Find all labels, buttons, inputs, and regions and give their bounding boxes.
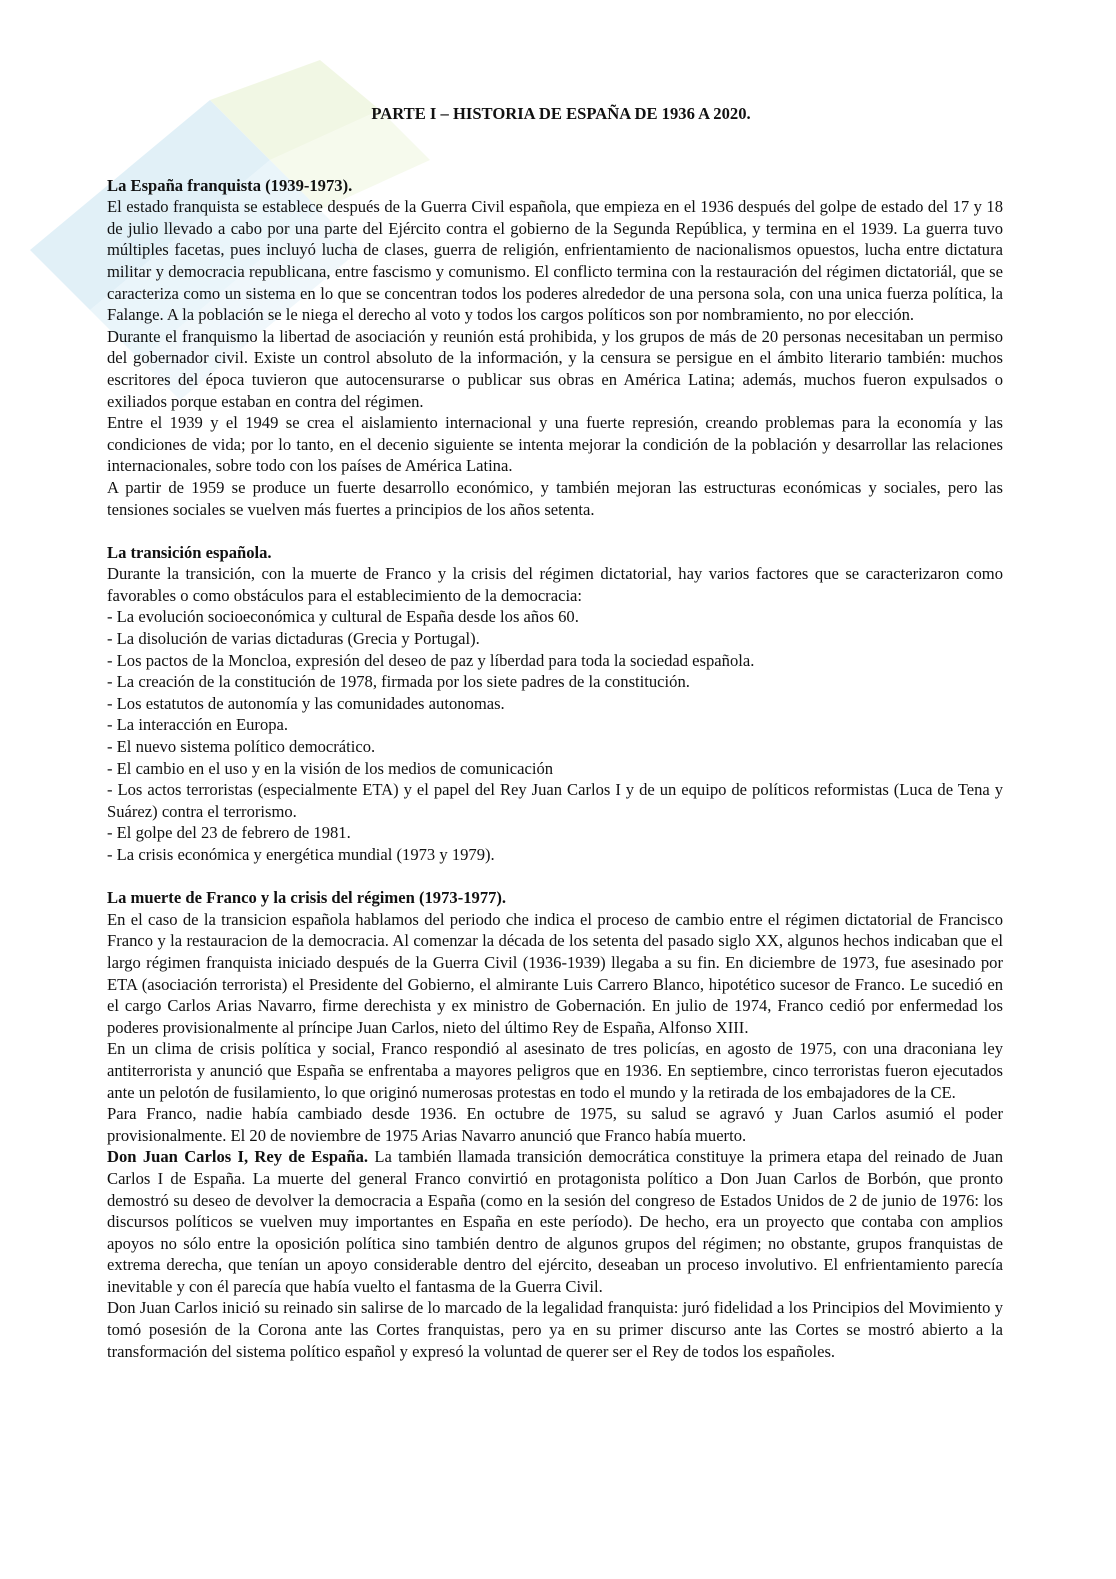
- section-muerte-franco: [107, 887, 1003, 1362]
- list-item: - La crisis económica y energética mundial (1973 y 1979).: [107, 845, 495, 864]
- list-item: - La creación de la constitución de 1978, firmada por los siete padres de la constitución.: [107, 672, 690, 692]
- list-item: - El cambio en el uso y en la visión de los medios de comunicación: [107, 758, 554, 778]
- spacer: [107, 866, 1003, 888]
- paragraph-juan-carlos: [107, 1146, 1003, 1297]
- list-item: - Los pactos de la Moncloa, expresión del deseo de paz y líberdad para toda la sociedad española.: [107, 650, 755, 670]
- factor-list: [107, 606, 1003, 865]
- section-heading: La muerte de Franco y la crisis del régimen (1973-1977).: [107, 888, 507, 908]
- paragraph: En el caso de la transicion española hablamos del periodo che indica el proceso de cambio entre el régimen dictatorial de Francisco Franco y la restauracion de la democracia. Al comenzar la década de los setenta del pasado siglo XX, algunos hechos indicaban que el largo régimen franquista iniciado después de la Guerra Civil (1936-1939) llegaba a su fin. En diciembre de 1973, fue asesinado por ETA (asociación terrorista) el Presidente del Gobierno, el almirante Luis Carrero Blanco, hipotético sucesor de Franco. Le sucedió en el cargo Carlos Arias Navarro, firme derechista y ex ministro de Gobernación. En julio de 1974, Franco cedió por enfermedad los poderes provisionalmente al príncipe Juan Carlos, nieto del último Rey de España, Alfonso XIII.: [107, 909, 1003, 1037]
- list-item: - El golpe del 23 de febrero de 1981.: [107, 823, 351, 843]
- paragraph: Don Juan Carlos inició su reinado sin salirse de lo marcado de la legalidad franquista: juró fidelidad a los Principios del Movimiento y tomó posesión de la Corona ante las Cortes franquistas, pero ya en su primer discurso ante las Cortes se mostró abierto a la transformación del sistema político español y expresó la voluntad de querer ser el Rey de todos los españoles.: [107, 1298, 1003, 1361]
- list-item: - La disolución de varias dictaduras (Grecia y Portugal).: [107, 629, 480, 649]
- section-espana-franquista: [107, 175, 1003, 521]
- section-heading: La España franquista (1939-1973).: [107, 175, 353, 195]
- paragraph: Durante la transición, con la muerte de Franco y la crisis del régimen dictatorial, hay varios factores que se caracterizaron como favorables o como obstáculos para el establecimiento de la democracia:: [107, 564, 1003, 605]
- page-title: PARTE I – HISTORIA DE ESPAÑA DE 1936 A 2020.: [371, 104, 751, 123]
- list-item: - La evolución socioeconómica y cultural de España desde los años 60.: [107, 607, 579, 627]
- paragraph: Para Franco, nadie había cambiado desde 1936. En octubre de 1975, su salud se agravó y Juan Carlos asumió el poder provisionalmente. El 20 de noviembre de 1975 Arias Navarro anunció que Franco había muerto.: [107, 1104, 1003, 1145]
- paragraph: El estado franquista se establece después de la Guerra Civil española, que empieza en el 1936 después del golpe de estado del 17 y 18 de julio llevado a cabo por una parte del Ejército contra el gobierno de la Segunda República, y termina en el 1939. La guerra tuvo múltiples facetas, pues incluyó lucha de clases, guerra de religión, enfrientamiento de nacionalismos opuestos, lucha entre dictatura militar y democracia republicana, entre fascismo y comunismo. El conflicto termina con la restauración del régimen dictatoriál, que se caracteriza como un sistema en lo que se concentran todos los poderes alrededor de una persona sola, con una unica fuerza política, la Falange. A la población se le niega el derecho al voto y todos los cargos políticos son por nombramiento, no por elección.: [107, 197, 1003, 325]
- paragraph: A partir de 1959 se produce un fuerte desarrollo económico, y también mejoran las estructuras económicas y sociales, pero las tensiones sociales se vuelven más fuertes a principios de los años setenta.: [107, 477, 1003, 519]
- list-item: - Los actos terroristas (especialmente ETA) y el papel del Rey Juan Carlos I y de un equipo de políticos reformistas (Luca de Tena y Suárez) contra el terrorismo.: [107, 780, 1003, 821]
- section-transicion: [107, 542, 1003, 866]
- section-heading: La transición española.: [107, 542, 272, 562]
- document-body: [107, 103, 1003, 1362]
- list-item: - El nuevo sistema político democrático.: [107, 737, 376, 757]
- list-item: - La interacción en Europa.: [107, 715, 289, 735]
- paragraph: Durante el franquismo la libertad de asociación y reunión está prohibida, y los grupos de más de 20 personas necesitaban un permiso del gobernador civil. Existe un control absoluto de la información, y la censura se persigue en el ámbito literario también: muchos escritores del época tuvieron que autocensurarse o publicar sus obras en América Latina; además, muchos fueron expulsados o exiliados porque estaban en contra del régimen.: [107, 326, 1003, 411]
- paragraph: Entre el 1939 y el 1949 se crea el aislamiento internacional y una fuerte represión, creando problemas para la economía y las condiciones de vida; por lo tanto, en el decenio siguiente se intenta mejorar la condición de la población y desarrollar las relaciones internacionales, sobre todo con los países de América Latina.: [107, 413, 1003, 476]
- spacer: [107, 520, 1003, 542]
- list-item: - Los estatutos de autonomía y las comunidades autonomas.: [107, 693, 505, 713]
- bold-lead-in: Don Juan Carlos I, Rey de España.: [107, 1147, 369, 1167]
- paragraph: En un clima de crisis política y social, Franco respondió al asesinato de tres policías, en agosto de 1975, con una draconiana ley antiterrorista y anunció que España se enfrentaba a mayores peligros que en 1936. En septiembre, cinco terroristas fueron ejecutados ante un pelotón de fusilamiento, lo que originó numerosas protestas en todo el mundo y la retirada de los embajadores de la CE.: [107, 1039, 1003, 1102]
- paragraph-text: La también llamada transición democrática constituye la primera etapa del reinado de Juan Carlos I de España. La muerte del general Franco convirtió en protagonista político a Don Juan Carlos de Borbón, que pronto demostró su deseo de devolver la democracia a España (como en la sesión del congreso de Estados Unidos de 2 de junio de 1976: los discursos políticos se vuelven muy importantes en España en este período). De hecho, era un proyecto que contaba con amplios apoyos no sólo entre la oposición política sino también dentro de algunos grupos del régimen; no obstante, grupos franquistas de extrema derecha, que tenían un apoyo considerable dentro del ejército, deseaban un proceso involutivo. El enfrientamiento parecía inevitable y con él parecía que había vuelto el fantasma de la Guerra Civil.: [107, 1147, 1003, 1296]
